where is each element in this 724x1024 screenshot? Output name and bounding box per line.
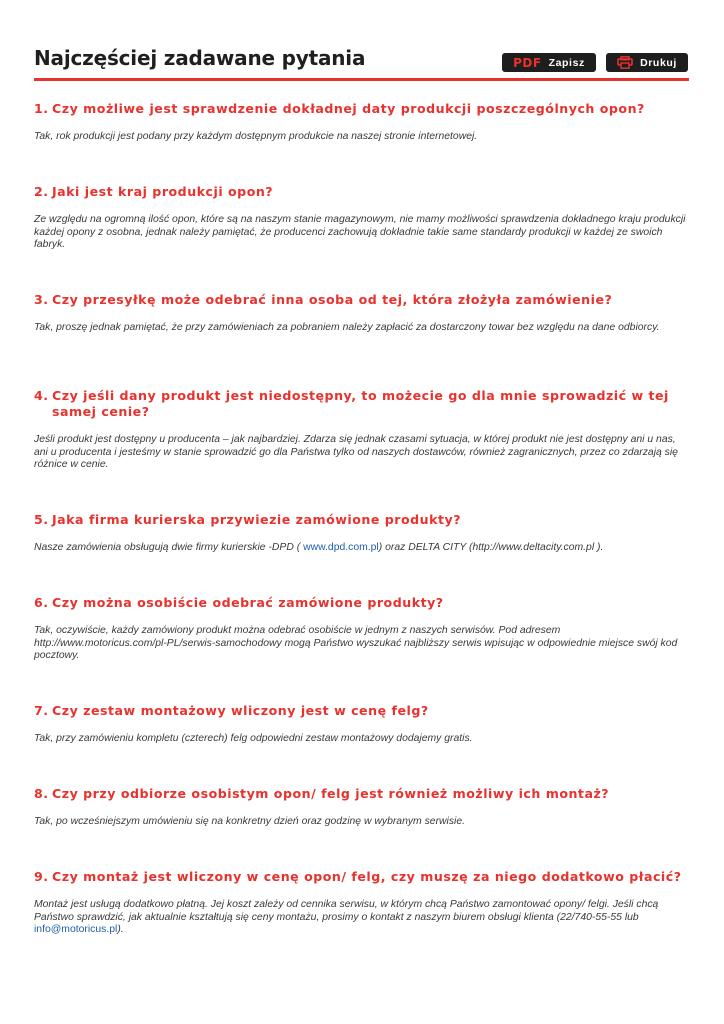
answer-text: Nasze zamówienia obsługują dwie firmy kurierskie -DPD ( [34,542,304,553]
faq-item-9 [34,869,688,937]
faq-answer [34,542,688,555]
faq-question [34,512,688,528]
faq-question-text: Czy montaż jest wliczony w cenę opon/ felg, czy muszę za niego dodatkowo płacić? [52,869,682,884]
faq-item-8 [34,786,688,829]
faq-question-text: Czy zestaw montażowy wliczony jest w cenę felg? [52,703,429,718]
faq-answer [34,899,688,937]
page-title: Najczęściej zadawane pytania [34,46,366,70]
faq-question-text: Jaki jest kraj produkcji opon? [52,184,274,199]
faq-answer: Tak, oczywiście, każdy zamówiony produkt można odebrać osobiście w jednym z naszych serwisów. Pod adresem http://www.motoricus.com/pl-PL/serwis-samochodowy mogą Państwo wyszukać najbliższy serwis wpisując w odpowiednie miejsce swój kod pocztowy. [34,625,678,662]
faq-question-text: Czy możliwe jest sprawdzenie dokładnej daty produkcji poszczególnych opon? [52,101,645,116]
faq-question-text: Czy przesyłkę może odebrać inna osoba od tej, która złożyła zamówienie? [52,292,613,307]
email-link[interactable]: info@motoricus.pl [34,924,118,936]
faq-item-4 [34,388,688,472]
faq-number: 3. [34,292,49,307]
faq-item-2 [34,184,688,252]
answer-text: ). [117,924,124,936]
faq-question-text: Czy jeśli dany produkt jest niedostępny, to możecie go dla mnie sprowadzić w tej samej cenie? [52,388,669,419]
faq-number: 1. [34,101,49,116]
faq-number: 8. [34,786,49,801]
faq-question [34,388,688,420]
faq-number: 6. [34,595,49,610]
faq-answer: Tak, przy zamówieniu kompletu (czterech) felg odpowiedni zestaw montażowy dodajemy gratis. [34,733,473,744]
faq-answer: Tak, rok produkcji jest podany przy każdym dostępnym produkcie na naszej stronie internetowej. [34,131,478,142]
faq-item-5 [34,512,688,555]
faq-answer: Ze względu na ogromną ilość opon, które są na naszym stanie magazynowym, nie mamy możliwości sprawdzenia dokładnego kraju produkcji każdej opony z osobna, jednak należy pamiętać, że producenci zachowują dokładnie takie same standardy produkcji w każdej ze swoich fabryk. [34,214,686,251]
faq-number: 5. [34,512,49,527]
print-button[interactable] [606,53,688,72]
save-pdf-label: Zapisz [548,56,585,69]
faq-question [34,184,688,200]
faq-answer: Jeśli produkt jest dostępny u producenta – jak najbardziej. Zdarza się jednak czasami sytuacja, w której produkt nie jest dostępny ani u nas, ani u producenta i jesteśmy w stanie sprowadzić go dla Państwa tylko od naszych dostawców, również zagranicznych, przez co zdarzają się różnice w cenie. [34,434,678,471]
answer-text: ) oraz DELTA CITY (http://www.deltacity.com.pl ). [378,542,604,553]
faq-number: 4. [34,388,49,403]
faq-question [34,595,688,611]
faq-item-6 [34,595,688,663]
faq-question-text: Czy przy odbiorze osobistym opon/ felg jest również możliwy ich montaż? [52,786,610,801]
faq-answer: Tak, po wcześniejszym umówieniu się na konkretny dzień oraz godzinę w wybranym serwisie. [34,816,466,827]
answer-text: Montaż jest usługą dodatkowo płatną. Jej koszt zależy od cennika serwisu, w którym chcą Państwo zamontować opony/ felgi. Jeśli chcą Państwo sprawdzić, jak aktualnie kształtują się ceny montażu, prosimy o kontakt z naszym biurem obsługi klienta (22/740-55-55 lub [34,899,659,923]
faq-number: 7. [34,703,49,718]
printer-icon [617,56,633,69]
faq-question [34,292,688,308]
page-header [34,44,689,81]
dpd-link[interactable]: www.dpd.com.pl [303,542,379,553]
faq-item-1 [34,101,688,144]
faq-question [34,869,688,885]
faq-question [34,703,688,719]
faq-question [34,101,688,117]
faq-item-7 [34,703,688,746]
save-pdf-button[interactable] [502,53,596,72]
print-label: Drukuj [640,56,677,69]
faq-item-3 [34,292,688,335]
faq-question-text: Jaka firma kurierska przywiezie zamówione produkty? [52,512,462,527]
faq-number: 9. [34,869,49,884]
faq-answer: Tak, proszę jednak pamiętać, że przy zamówieniach za pobraniem należy zapłacić za dostarczony towar bez względu na dane odbiorcy. [34,322,660,333]
pdf-icon: PDF [513,55,542,70]
faq-number: 2. [34,184,49,199]
faq-question-text: Czy można osobiście odebrać zamówione produkty? [52,595,444,610]
faq-question [34,786,688,802]
